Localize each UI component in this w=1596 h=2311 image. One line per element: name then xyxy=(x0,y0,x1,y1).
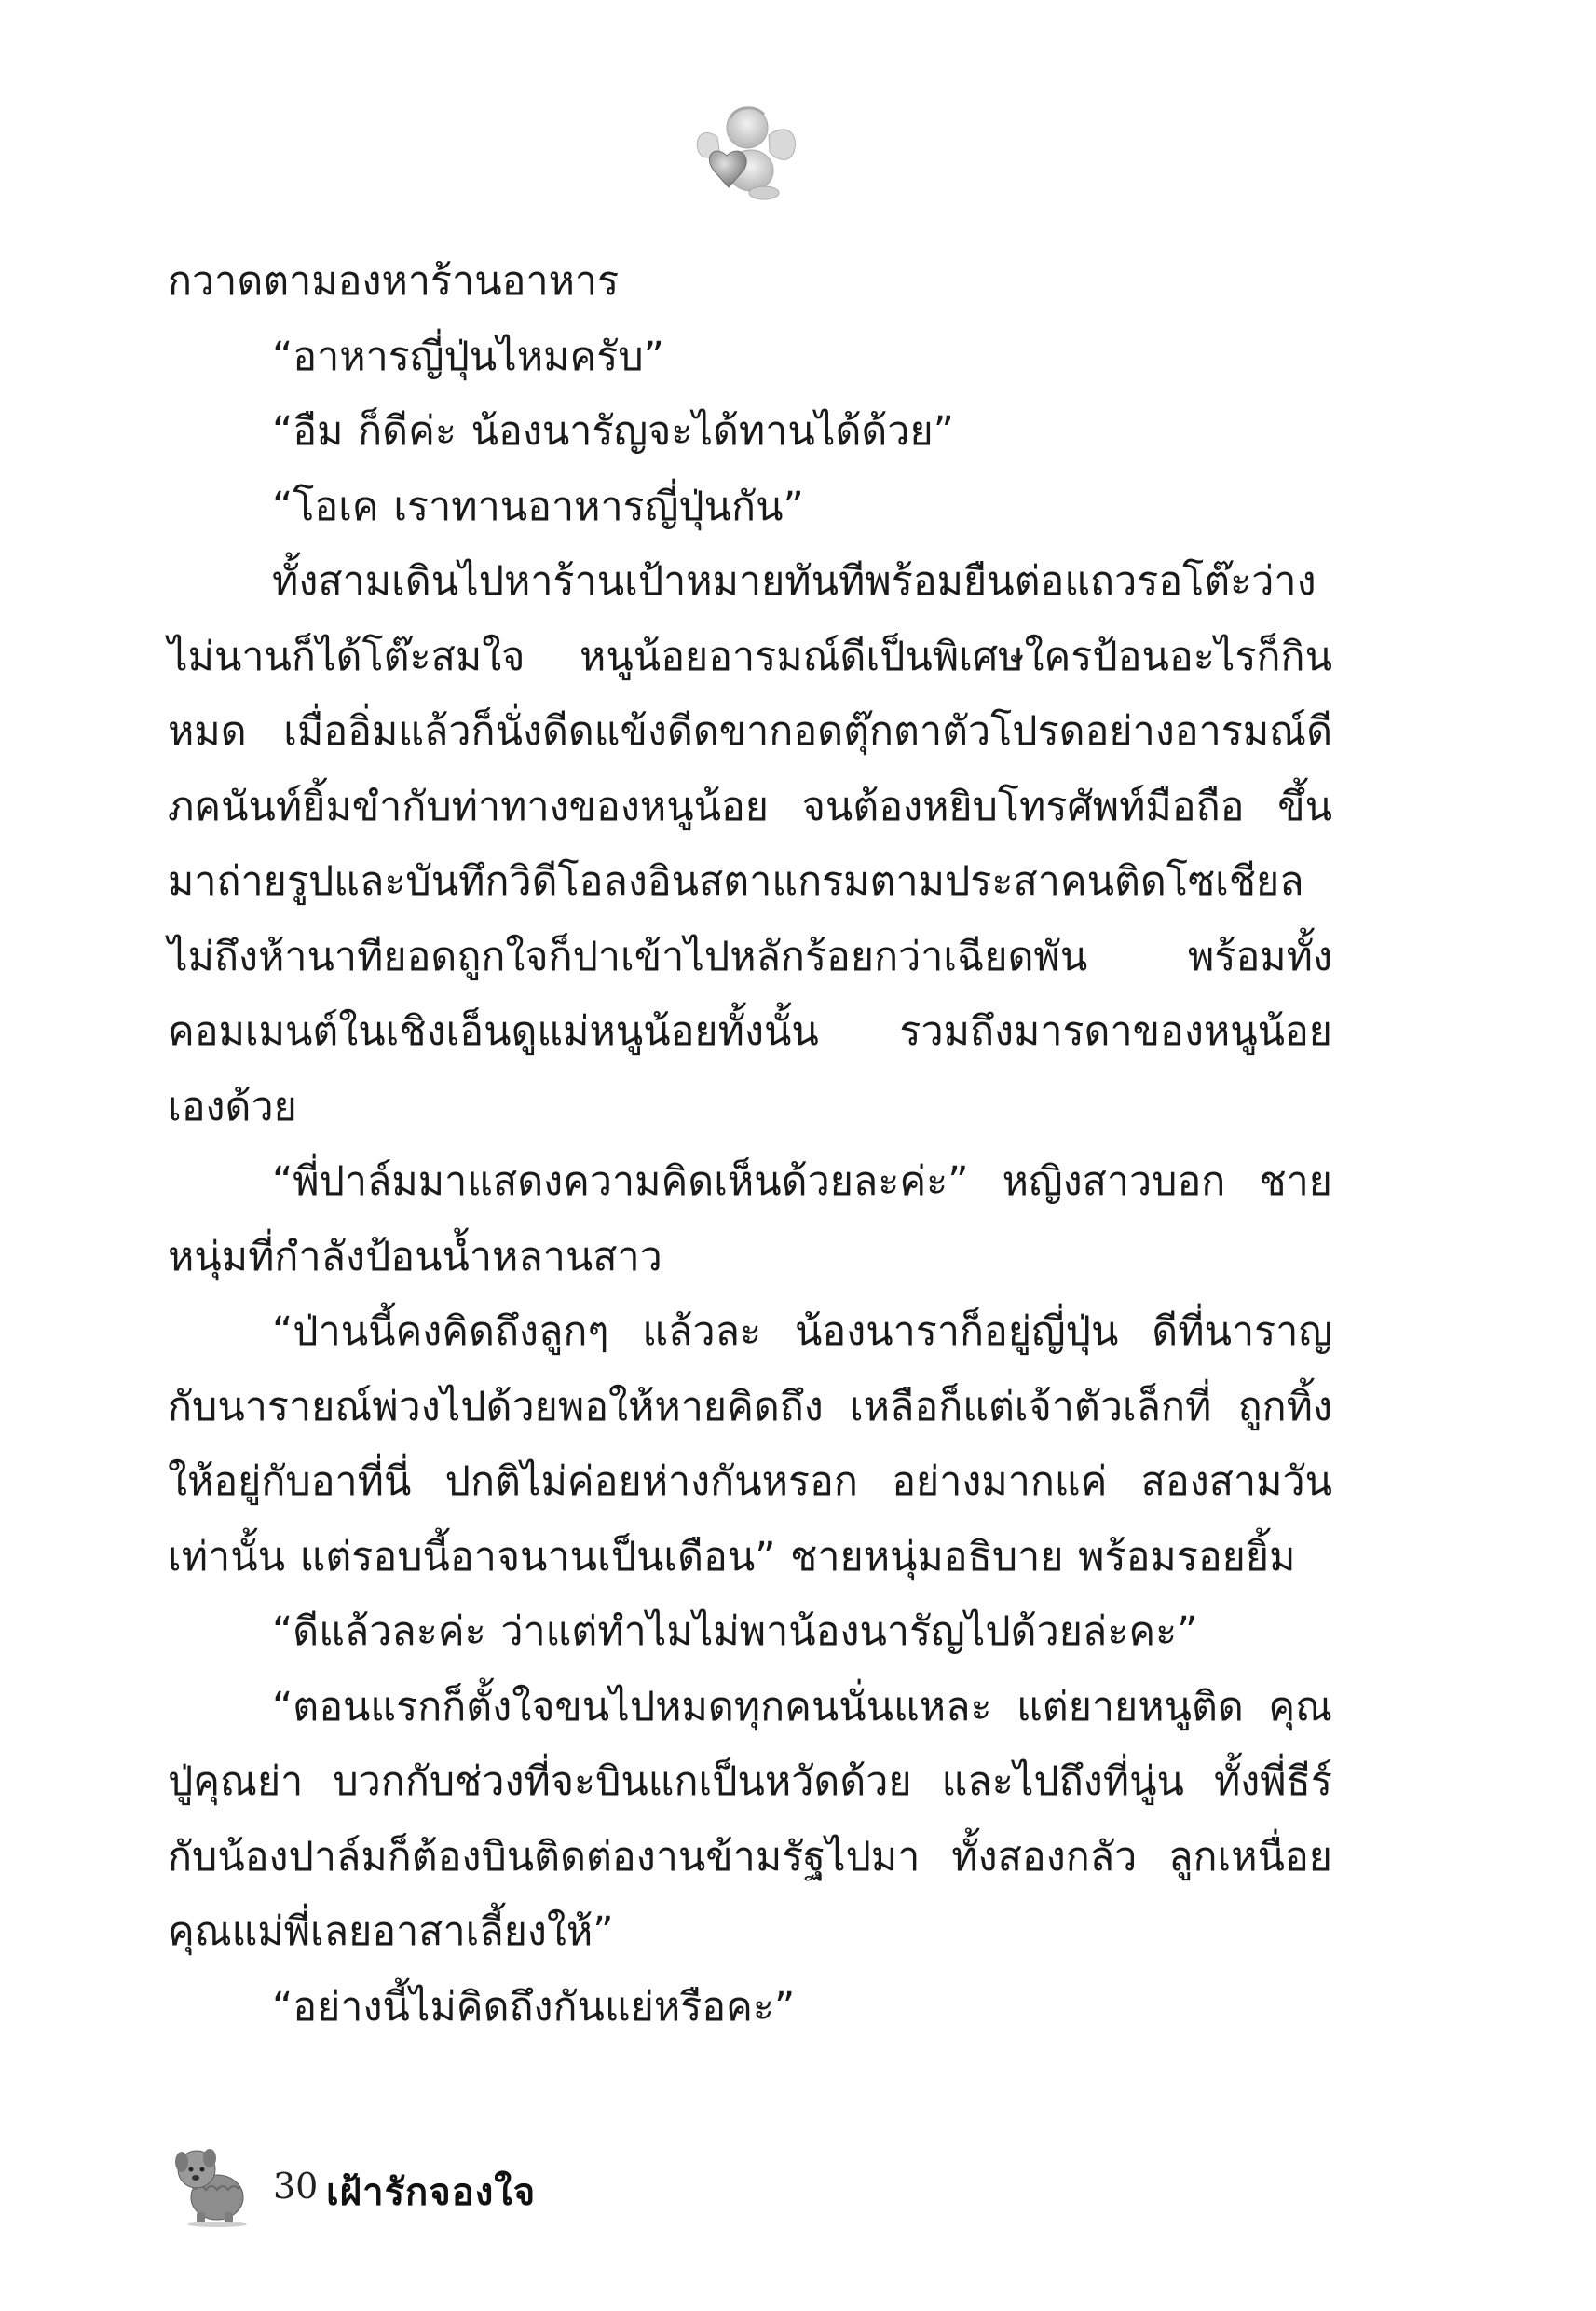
paragraph: กวาดตามองหาร้านอาหาร xyxy=(168,258,620,305)
paragraph: “อืม ก็ดีค่ะ น้องนารัญจะได้ทานได้ด้วย” xyxy=(272,408,954,455)
cherub-with-heart-icon xyxy=(689,98,801,205)
body-text xyxy=(168,244,1332,2044)
paragraph: “อาหารญี่ปุ่นไหมครับ” xyxy=(272,333,664,380)
puppy-icon xyxy=(163,2134,256,2227)
paragraph: “โอเค เราทานอาหารญี่ปุ่นกัน” xyxy=(272,483,804,530)
paragraph: “อย่างนี้ไม่คิดถึงกันแย่หรือคะ” xyxy=(272,1983,796,2031)
page-footer xyxy=(163,2134,815,2236)
paragraph: ทั้งสามเดินไปหาร้านเป้าหมายทันทีพร้อมยืนต่อแถวรอโต๊ะว่าง ไม่นานก็ได้โต๊ะสมใจ หนูน้อยอารมณ์ดีเป็นพิเศษใครป้อนอะไรก็กิน หมด เมื่ออิ่มแล้วก็นั่งดีดแข้งดีดขากอดตุ๊กตาตัวโปรดอย่างอารมณ์ดี ภคนันท์ยิ้มขำกับท่าทางของหนูน้อย จนต้องหยิบโทรศัพท์มือถือ ขึ้นมาถ่ายรูปและบันทึกวิดีโอลงอินสตาแกรมตามประสาคนติดโซเชียล ไม่ถึงห้านาทียอดถูกใจก็ปาเข้าไปหลักร้อยกว่าเฉียดพัน พร้อมทั้ง คอมเมนต์ในเชิงเอ็นดูแม่หนูน้อยทั้งนั้น รวมถึงมารดาของหนูน้อย เองด้วย xyxy=(168,558,1332,1130)
book-title: เฝ้ารักจองใจ xyxy=(326,2171,537,2214)
paragraph: “ตอนแรกก็ตั้งใจขนไปหมดทุกคนนั่นแหละ แต่ยายหนูติด คุณปู่คุณย่า บวกกับช่วงที่จะบินแกเป็นหวัดด้วย และไปถึงที่นู่น ทั้งพี่ธีร์กับน้องปาล์มก็ต้องบินติดต่องานข้ามรัฐไปมา ทั้งสองกลัว ลูกเหนื่อย คุณแม่พี่เลยอาสาเลี้ยงให้” xyxy=(168,1683,1332,1955)
page-number: 30 xyxy=(273,2166,319,2207)
paragraph: “ดีแล้วละค่ะ ว่าแต่ทำไมไม่พาน้องนารัญไปด้วยล่ะคะ” xyxy=(272,1608,1198,1655)
paragraph: “ป่านนี้คงคิดถึงลูกๆ แล้วละ น้องนาราก็อยู่ญี่ปุ่น ดีที่นาราญ กับนารายณ์พ่วงไปด้วยพอให้หายคิดถึง เหลือก็แต่เจ้าตัวเล็กที่ ถูกทิ้งให้อยู่กับอาที่นี่ ปกติไม่ค่อยห่างกันหรอก อย่างมากแค่ สองสามวันเท่านั้น แต่รอบนี้อาจนานเป็นเดือน” ชายหนุ่มอธิบาย พร้อมรอยยิ้ม xyxy=(168,1308,1332,1580)
paragraph: “พี่ปาล์มมาแสดงความคิดเห็นด้วยละค่ะ” หญิงสาวบอก ชายหนุ่มที่กำลังป้อนน้ำหลานสาว xyxy=(168,1158,1332,1280)
